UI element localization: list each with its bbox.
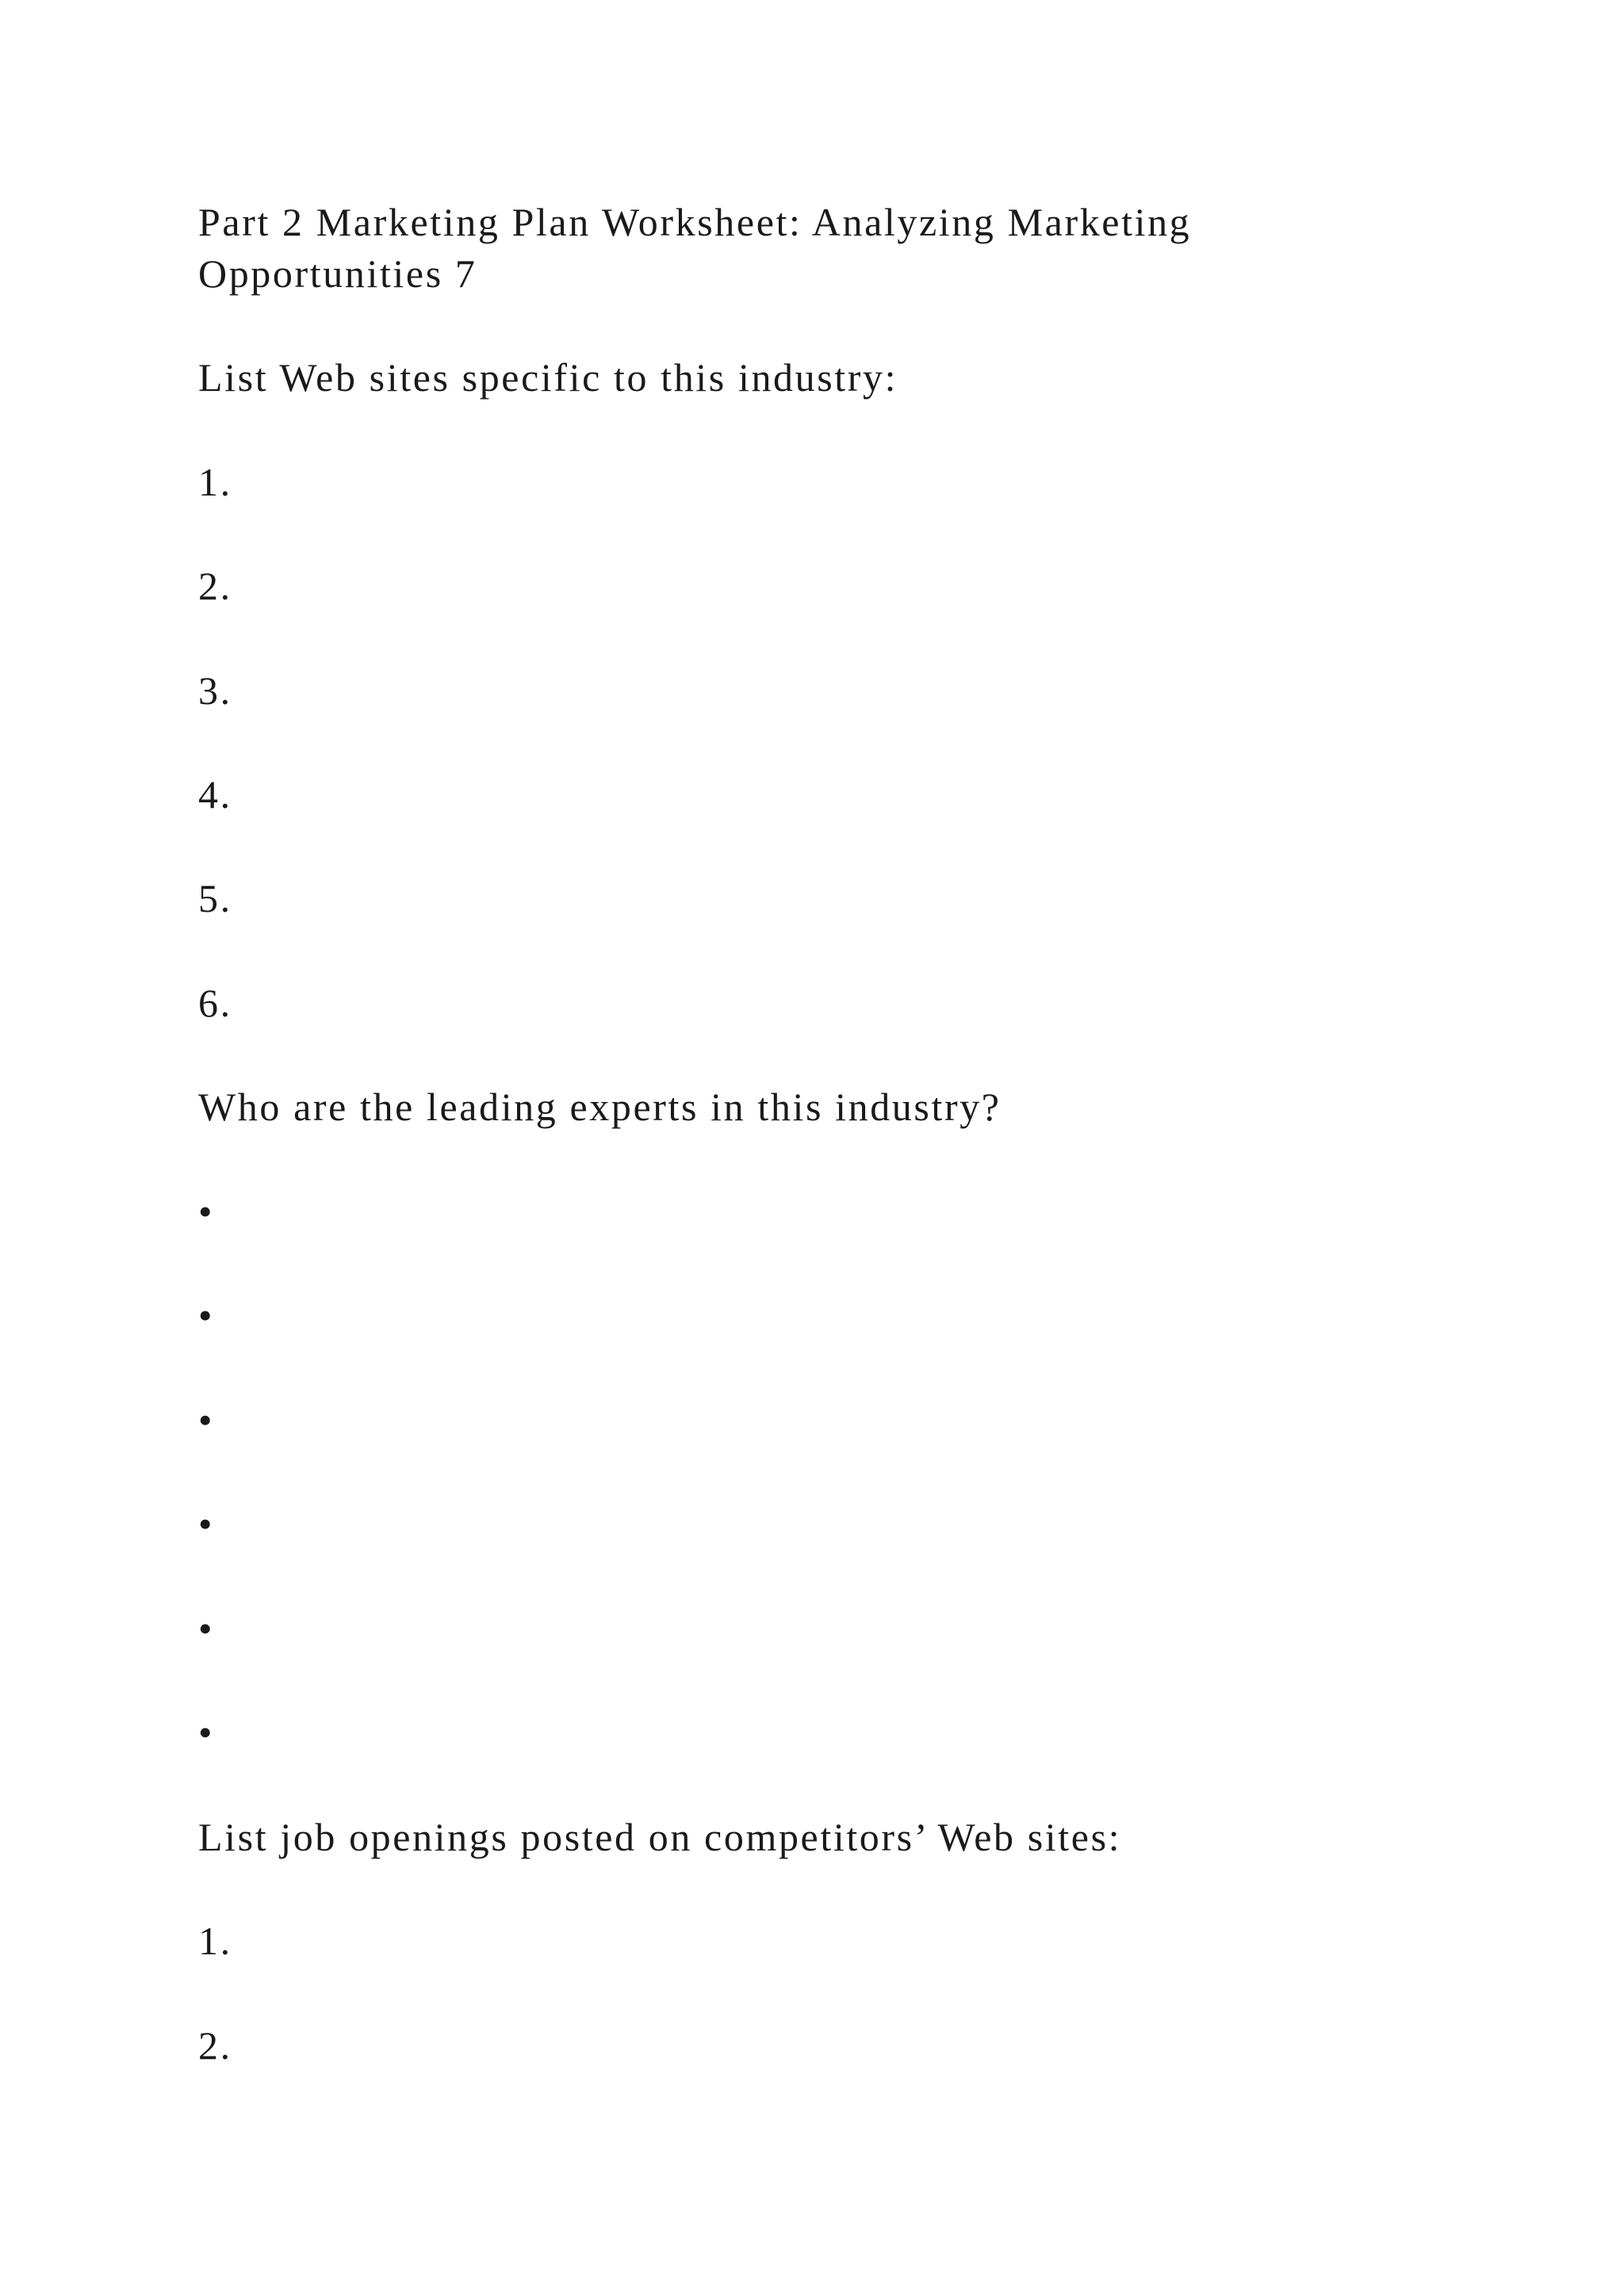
jobs-item-1: 1. xyxy=(198,1919,232,1963)
websites-item-5: 5. xyxy=(198,876,232,920)
jobs-item-2: 2. xyxy=(198,2023,232,2068)
jobs-heading: List job openings posted on competitors’ Web sites: xyxy=(198,1815,1122,1859)
experts-bullet-6: • xyxy=(198,1710,213,1755)
websites-item-3: 3. xyxy=(198,668,232,713)
title-line-2: Opportunities 7 xyxy=(198,251,477,296)
experts-bullet-3: • xyxy=(198,1398,213,1442)
websites-item-6: 6. xyxy=(198,981,232,1025)
websites-heading: List Web sites specific to this industry: xyxy=(198,355,898,400)
websites-item-4: 4. xyxy=(198,772,232,817)
experts-bullet-4: • xyxy=(198,1502,213,1546)
websites-item-1: 1. xyxy=(198,460,232,504)
experts-bullet-5: • xyxy=(198,1606,213,1651)
title-line-1: Part 2 Marketing Plan Worksheet: Analyzing Marketing xyxy=(198,200,1192,244)
experts-heading: Who are the leading experts in this industry? xyxy=(198,1085,1002,1129)
experts-bullet-2: • xyxy=(198,1293,213,1337)
experts-bullet-1: • xyxy=(198,1189,213,1234)
websites-item-2: 2. xyxy=(198,564,232,608)
